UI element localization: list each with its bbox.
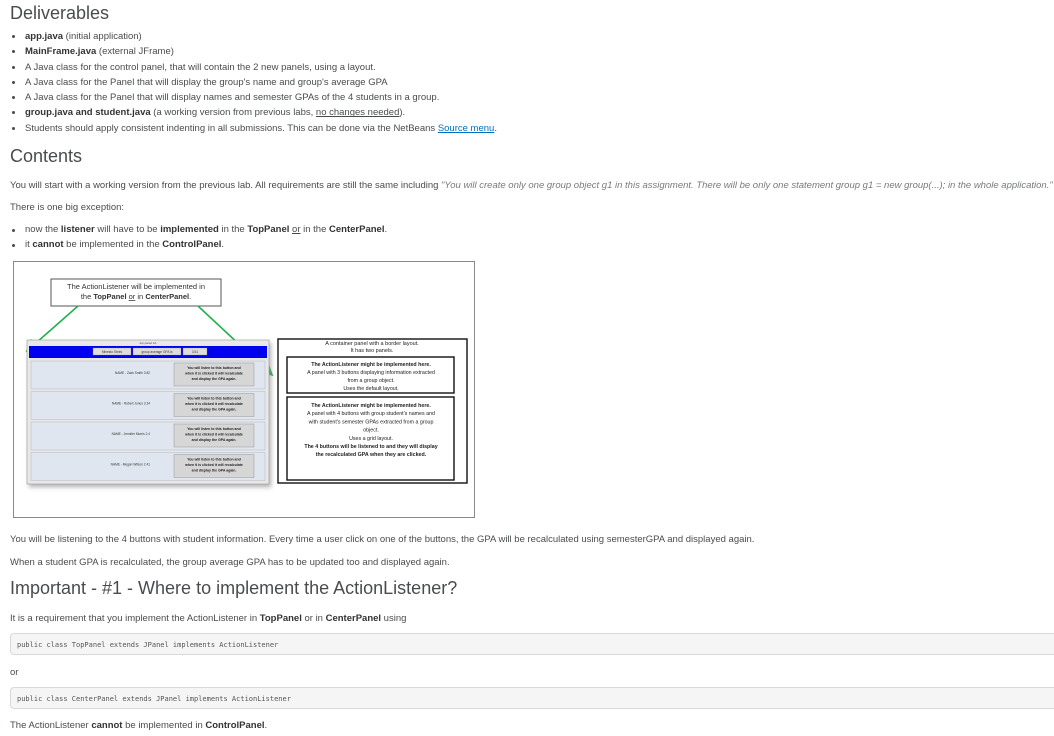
student-name-label: NAME - Zack Smith 3.82 bbox=[114, 371, 150, 375]
architecture-diagram bbox=[13, 261, 475, 518]
svg-text:and display the GPA again.: and display the GPA again. bbox=[191, 468, 237, 473]
list-item: app.java (initial application) bbox=[10, 29, 1050, 44]
svg-text:the recalculated GPA when they: the recalculated GPA when they are clicked. bbox=[315, 452, 427, 459]
svg-text:from a group object.: from a group object. bbox=[347, 378, 395, 384]
or-text: or bbox=[10, 667, 19, 678]
svg-text:when it is clicked it will rec: when it is clicked it will recalculate bbox=[185, 463, 243, 467]
code-block-centerpanel: public class CenterPanel extends JPanel implements ActionListener bbox=[10, 687, 1054, 709]
container-panel-box bbox=[278, 339, 467, 483]
svg-text:Minesto Stnes: Minesto Stnes bbox=[101, 350, 123, 354]
list-item: Students should apply consistent indenting in all submissions. This can be done via the NetBeans Source menu. bbox=[10, 121, 1050, 136]
svg-text:The 4 buttons will be listened: The 4 buttons will be listened to and they will display bbox=[304, 444, 438, 450]
student-row bbox=[31, 453, 265, 481]
student-row bbox=[31, 392, 265, 420]
svg-text:You will listen to this button: You will listen to this button and bbox=[187, 366, 241, 370]
callout-box bbox=[51, 279, 221, 306]
student-name-label: NAME - Jennifer Morris 2.4 bbox=[111, 432, 150, 436]
svg-text:and display the GPA again.: and display the GPA again. bbox=[191, 438, 237, 442]
svg-text:object.: object. bbox=[363, 427, 379, 434]
deliverables-list bbox=[10, 29, 1050, 136]
exception-paragraph: There is one big exception: bbox=[10, 202, 125, 213]
frame-title: top panel 1A bbox=[139, 341, 157, 345]
list-item: A Java class for the control panel, that will contain the 2 new panels, using a layout. bbox=[10, 60, 1050, 75]
recalc-paragraph: When a student GPA is recalculated, the group average GPA has to be updated too and displayed again. bbox=[10, 557, 450, 568]
svg-text:Uses a grid layout.: Uses a grid layout. bbox=[349, 435, 393, 442]
svg-text:when it is clicked it will rec: when it is clicked it will recalculate bbox=[185, 371, 243, 376]
svg-text:when it is clicked it will rec: when it is clicked it will recalculate bbox=[185, 432, 243, 437]
code-block-toppanel: public class TopPanel extends JPanel implements ActionListener bbox=[10, 633, 1054, 655]
source-menu-link[interactable]: Source menu bbox=[437, 122, 495, 134]
svg-text:A panel with 4 buttons with gr: A panel with 4 buttons with group student's names and bbox=[307, 411, 435, 418]
svg-text:You will listen to this button: You will listen to this button and bbox=[187, 427, 241, 431]
list-item: A Java class for the Panel that will display names and semester GPAs of the 4 students in a group. bbox=[10, 90, 1050, 105]
list-item: it cannot be implemented in the ControlPanel. bbox=[10, 238, 387, 253]
list-item: now the listener will have to be implemented in the TopPanel or in the CenterPanel. bbox=[10, 223, 387, 238]
important-heading: Important - #1 - Where to implement the ActionListener? bbox=[10, 578, 458, 598]
svg-text:with student's semester GPAs e: with student's semester GPAs extracted from a group bbox=[308, 419, 434, 426]
exception-list bbox=[10, 223, 387, 252]
svg-text:Uses the default layout.: Uses the default layout. bbox=[343, 386, 399, 392]
gui-mockup bbox=[27, 340, 269, 484]
student-row bbox=[31, 422, 265, 450]
contents-heading: Contents bbox=[10, 146, 83, 166]
deliverables-heading: Deliverables bbox=[10, 3, 110, 23]
listening-paragraph: You will be listening to the 4 buttons with student information. Every time a user click on one of the buttons, the GPA will be recalculated using semesterGPA and displayed again. bbox=[10, 534, 755, 545]
callout-line-2: the TopPanel or in CenterPanel. bbox=[80, 292, 192, 301]
svg-text:3.51: 3.51 bbox=[191, 350, 199, 354]
svg-text:The ActionListener might be im: The ActionListener might be implemented here. bbox=[311, 362, 431, 368]
list-item: group.java and student.java (a working version from previous labs, no changes needed). bbox=[10, 105, 1050, 120]
intro-paragraph: You will start with a working version from the previous lab. All requirements are still the same including "You will create only one group object g1 in this assignment. There will be only one statement group g1 = new group(...); in the whole application." bbox=[10, 180, 1053, 191]
svg-text:The ActionListener might be im: The ActionListener might be implemented here. bbox=[311, 403, 431, 409]
svg-text:and display the GPA again.: and display the GPA again. bbox=[191, 407, 237, 412]
svg-text:You will listen to this button: You will listen to this button and bbox=[187, 457, 241, 462]
svg-text:when it is clicked it will rec: when it is clicked it will recalculate bbox=[185, 402, 243, 406]
svg-text:and display the GPA again.: and display the GPA again. bbox=[191, 377, 237, 381]
list-item: MainFrame.java (external JFrame) bbox=[10, 44, 1050, 59]
svg-text:It has two panels.: It has two panels. bbox=[350, 348, 394, 354]
requirement-paragraph: It is a requirement that you implement the ActionListener in TopPanel or in CenterPanel using bbox=[10, 613, 407, 624]
svg-text:You will listen to this button: You will listen to this button and bbox=[187, 396, 241, 401]
student-name-label: NAME - Robert Jones 3.34 bbox=[111, 401, 150, 406]
svg-text:group average GPA is: group average GPA is bbox=[141, 350, 173, 354]
list-item: A Java class for the Panel that will display the group's name and group's average GPA bbox=[10, 75, 1050, 90]
svg-text:A panel with 3 buttons display: A panel with 3 buttons displaying information extracted bbox=[307, 370, 435, 376]
student-name-label: NAME - Megan Wilson 2.41 bbox=[110, 462, 150, 467]
svg-text:A container panel with a borde: A container panel with a border layout. bbox=[325, 341, 419, 347]
callout-line-1: The ActionListener will be implemented in bbox=[67, 282, 205, 291]
final-paragraph: The ActionListener cannot be implemented in ControlPanel. bbox=[10, 720, 268, 731]
student-row bbox=[31, 361, 265, 389]
